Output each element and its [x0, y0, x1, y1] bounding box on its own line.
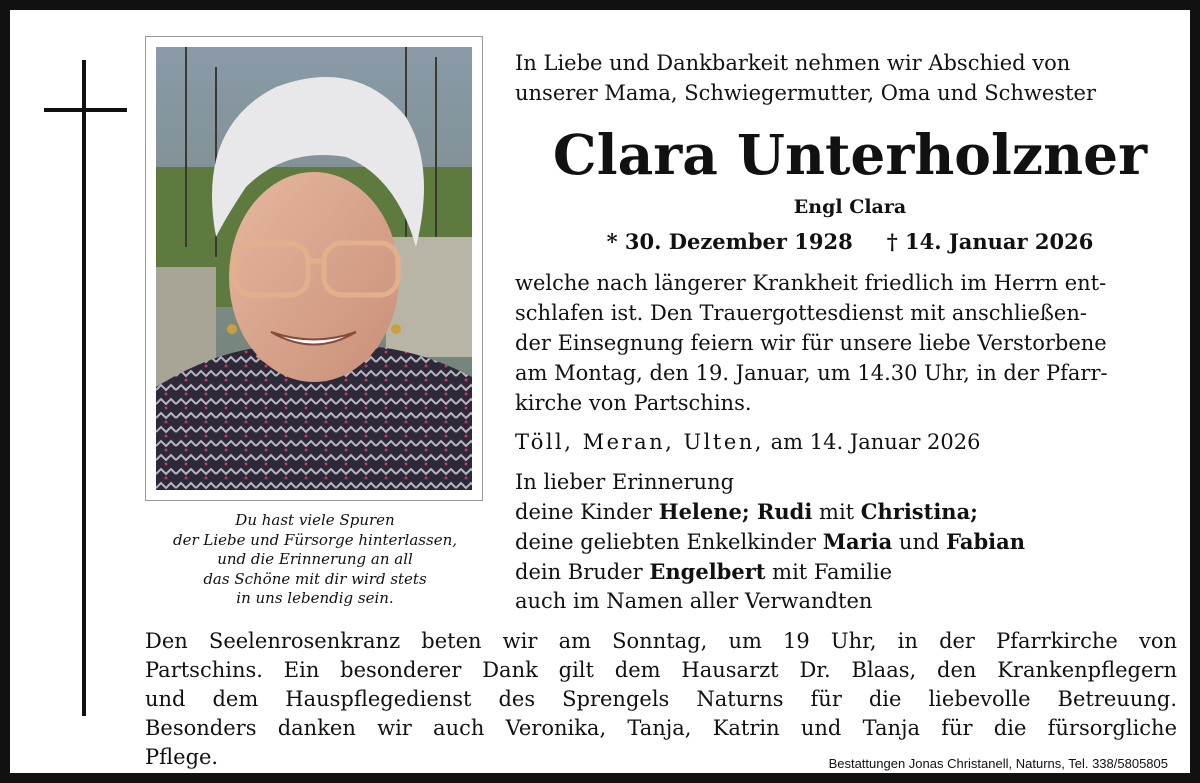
poem-line: das Schöne mit dir wird stets [203, 569, 427, 588]
portrait-photo [156, 47, 472, 490]
deceased-name: Clara Unterholzner [552, 122, 1148, 187]
body-text [515, 268, 1175, 418]
place-towns: Töll, Meran, Ulten, [515, 430, 764, 454]
place-date-text: am 14. Januar 2026 [770, 430, 981, 454]
body-line: am Montag, den 19. Januar, um 14.30 Uhr, in der Pfarr- [515, 361, 1108, 385]
closing-line: Pflege. [145, 745, 219, 769]
maiden-name: Engl Clara [793, 196, 907, 218]
family-name: Christina; [860, 499, 978, 524]
memorial-poem [148, 511, 482, 609]
undertaker-credit: Bestattungen Jonas Christanell, Naturns, Tel. 338/5805805 [828, 756, 1168, 771]
family-line: dein Bruder Engelbert mit Familie [515, 559, 893, 584]
family-line: In lieber Erinnerung [515, 470, 735, 494]
body-line: schlafen ist. Den Trauergottesdienst mit anschließen- [515, 301, 1087, 325]
cross-icon-bar [44, 108, 127, 112]
portrait-frame [145, 36, 483, 501]
life-dates [515, 228, 1185, 256]
family-name: Helene; Rudi [658, 499, 813, 524]
poem-line: und die Erinnerung an all [217, 550, 413, 569]
cross-icon [82, 60, 86, 716]
body-line: kirche von Partschins. [515, 391, 752, 415]
intro-line: unserer Mama, Schwiegermutter, Oma und Schwester [515, 81, 1097, 105]
family-line: deine Kinder Helene; Rudi mit Christina; [515, 499, 978, 524]
family-name: Engelbert [649, 559, 766, 584]
poem-line: in uns lebendig sein. [236, 589, 394, 608]
intro-line: In Liebe und Dankbarkeit nehmen wir Abschied von [515, 51, 1071, 75]
closing-line: Besonders danken wir auch Veronika, Tanja, Katrin und Tanja für die fürsorgliche [145, 716, 1177, 740]
body-line: der Einsegnung feiern wir für unsere liebe Verstorbene [515, 331, 1107, 355]
place-date [515, 427, 981, 457]
family-line: auch im Namen aller Verwandten [515, 589, 873, 613]
body-line: welche nach längerer Krankheit friedlich im Herrn ent- [515, 271, 1107, 295]
intro-text [515, 48, 1185, 108]
birth-date: * 30. Dezember 1928 [606, 229, 853, 254]
closing-line: und dem Hauspflegedienst des Sprengels Naturns für die liebevolle Betreuung. [145, 687, 1177, 711]
closing-line: Partschins. Ein besonderer Dank gilt dem Hausarzt Dr. Blaas, den Krankenpflegern [145, 658, 1177, 682]
family-name: Maria [822, 529, 893, 554]
family-signatures [515, 468, 1025, 616]
closing-text [145, 627, 1177, 772]
family-line: deine geliebten Enkelkinder Maria und Fabian [515, 529, 1025, 554]
family-name: Fabian [946, 529, 1025, 554]
closing-line: Den Seelenrosenkranz beten wir am Sonntag, um 19 Uhr, in der Pfarrkirche von [145, 629, 1177, 653]
poem-line: der Liebe und Fürsorge hinterlassen, [172, 530, 457, 549]
poem-line: Du hast viele Spuren [235, 511, 395, 529]
death-date: † 14. Januar 2026 [886, 229, 1094, 254]
